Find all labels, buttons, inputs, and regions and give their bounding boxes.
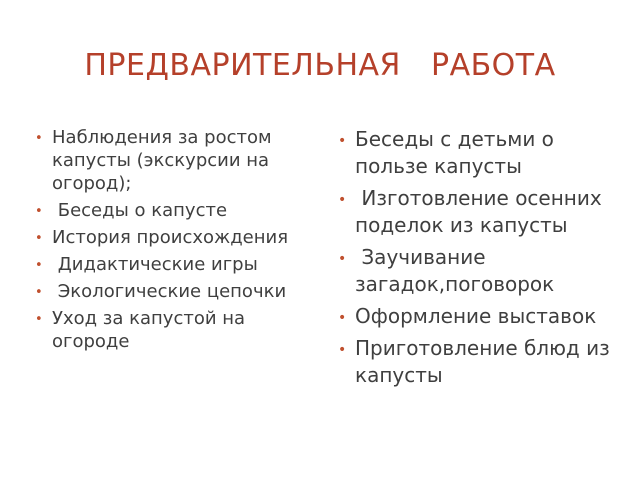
list-item bbox=[33, 307, 318, 353]
bullet-icon: • bbox=[35, 312, 43, 327]
bullet-icon: • bbox=[35, 285, 43, 300]
list-item-text: Заучивание загадок,поговорок bbox=[355, 245, 555, 296]
bullet-icon: • bbox=[35, 131, 43, 146]
list-item-text: Беседы с детьми о пользе капусты bbox=[355, 127, 561, 178]
list-item-text: Изготовление осенних поделок из капусты bbox=[355, 186, 609, 237]
list-item bbox=[336, 335, 631, 389]
bullet-icon: • bbox=[338, 133, 347, 149]
list-item-text: Уход за капустой на огороде bbox=[52, 308, 251, 352]
list-item bbox=[33, 280, 318, 303]
right-bullet-list bbox=[336, 126, 631, 394]
slide-title: ПРЕДВАРИТЕЛЬНАЯ РАБОТА bbox=[84, 48, 556, 83]
list-item-text: История происхождения bbox=[52, 227, 289, 248]
list-item bbox=[33, 253, 318, 276]
list-item bbox=[336, 303, 631, 330]
list-item-text: Беседы о капусте bbox=[52, 200, 228, 221]
list-item bbox=[336, 244, 631, 298]
list-item bbox=[33, 199, 318, 222]
list-item bbox=[33, 226, 318, 249]
list-item-text: Приготовление блюд из капусты bbox=[355, 336, 617, 387]
bullet-icon: • bbox=[338, 192, 347, 208]
bullet-icon: • bbox=[35, 204, 43, 219]
bullet-icon: • bbox=[35, 258, 43, 273]
list-item bbox=[33, 126, 318, 195]
left-bullet-list bbox=[33, 126, 318, 357]
list-item-text: Наблюдения за ростом капусты (экскурсии на огород); bbox=[52, 127, 278, 194]
list-item-text: Оформление выставок bbox=[355, 304, 597, 328]
list-item-text: Экологические цепочки bbox=[52, 281, 287, 302]
bullet-icon: • bbox=[338, 310, 347, 326]
list-item bbox=[336, 185, 631, 239]
bullet-icon: • bbox=[338, 342, 347, 358]
bullet-icon: • bbox=[338, 251, 347, 267]
list-item-text: Дидактические игры bbox=[52, 254, 258, 275]
bullet-icon: • bbox=[35, 231, 43, 246]
list-item bbox=[336, 126, 631, 180]
